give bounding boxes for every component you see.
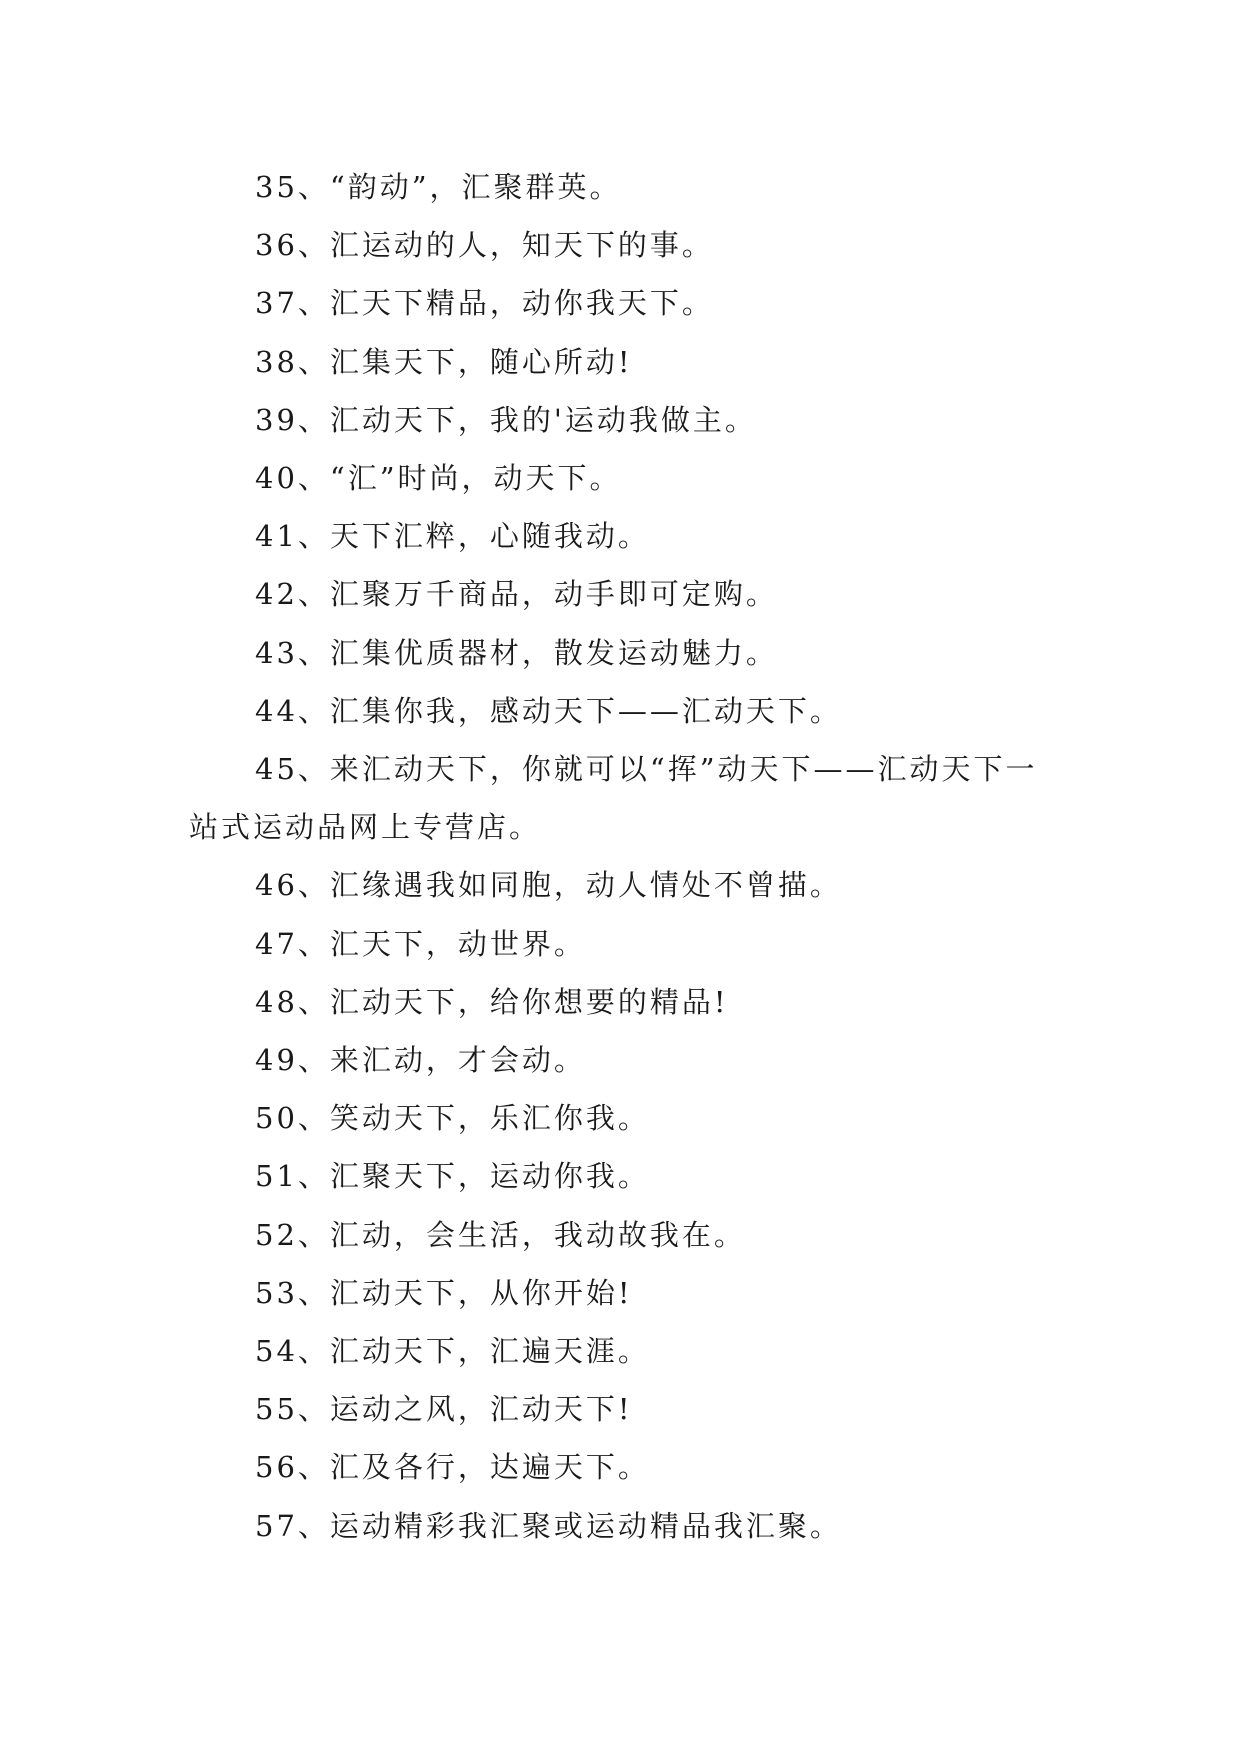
slogan-line: 54、汇动天下，汇遍天涯。: [255, 1334, 650, 1369]
slogan-line: 40、“汇”时尚，动天下。: [255, 461, 622, 496]
slogan-line: 50、笑动天下，乐汇你我。: [255, 1101, 650, 1136]
slogan-line: 44、汇集你我，感动天下——汇动天下。: [255, 693, 842, 728]
slogan-line: 53、汇动天下，从你开始!: [255, 1275, 633, 1310]
slogan-line: 36、汇运动的人，知天下的事。: [255, 228, 714, 263]
slogan-line: 49、来汇动，才会动。: [255, 1043, 586, 1078]
slogan-line: 39、汇动天下，我的'运动我做主。: [255, 402, 757, 437]
slogan-line: 47、汇天下，动世界。: [255, 926, 586, 961]
slogan-line: 42、汇聚万千商品，动手即可定购。: [255, 577, 778, 612]
slogan-line: 41、天下汇粹，心随我动。: [255, 519, 650, 554]
slogan-line: 48、汇动天下，给你想要的精品!: [255, 984, 729, 1019]
document-body: [189, 158, 1069, 1555]
slogan-line: 46、汇缘遇我如同胞，动人情处不曾描。: [255, 868, 842, 903]
slogan-line: 43、汇集优质器材，散发运动魅力。: [255, 635, 778, 670]
slogan-line: 51、汇聚天下，运动你我。: [255, 1159, 650, 1194]
slogan-line: 52、汇动，会生活，我动故我在。: [255, 1217, 746, 1252]
slogan-line: 37、汇天下精品，动你我天下。: [255, 286, 714, 321]
slogan-line: 55、运动之风，汇动天下!: [255, 1392, 633, 1427]
slogan-line: 38、汇集天下，随心所动!: [255, 344, 633, 379]
slogan-line: 56、汇及各行，达遍天下。: [255, 1450, 650, 1485]
slogan-line: 45、来汇动天下，你就可以“挥”动天下——汇动天下一站式运动品网上专营店。: [189, 752, 1038, 845]
slogan-line: 35、“韵动”，汇聚群英。: [255, 170, 622, 204]
slogan-line: 57、运动精彩我汇聚或运动精品我汇聚。: [255, 1508, 842, 1543]
